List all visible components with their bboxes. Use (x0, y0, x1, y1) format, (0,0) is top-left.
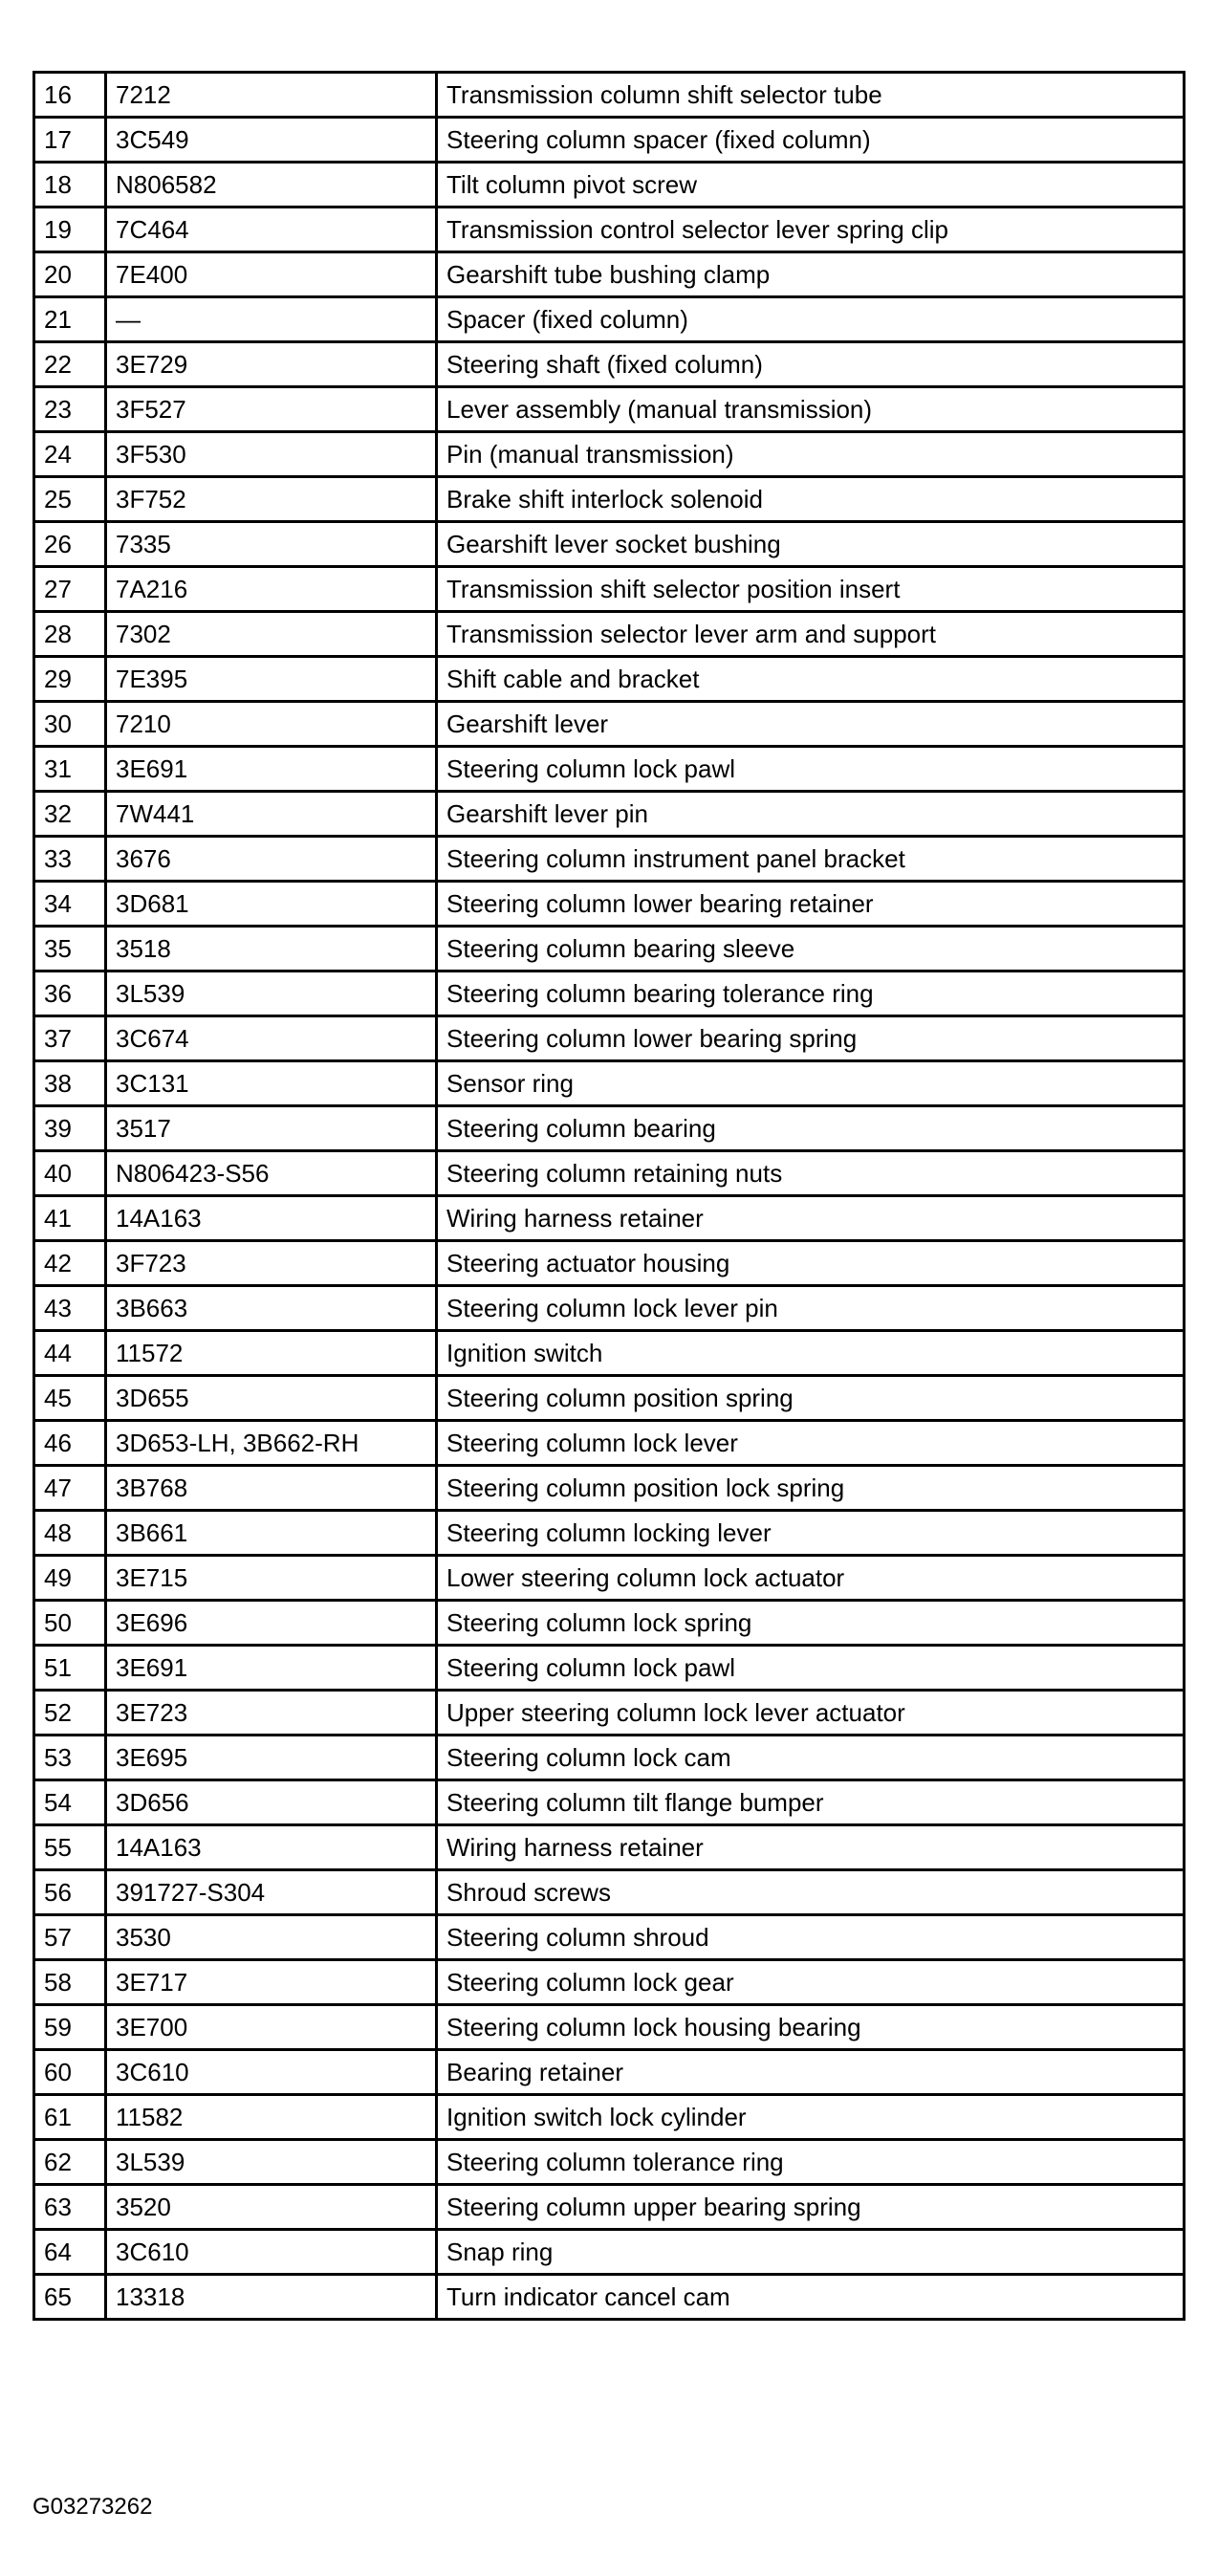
description-cell: Steering column locking lever (437, 1511, 1185, 1556)
description-cell: Steering actuator housing (437, 1241, 1185, 1286)
table-row (34, 118, 1185, 163)
description-cell: Wiring harness retainer (437, 1825, 1185, 1870)
description-cell: Steering column upper bearing spring (437, 2185, 1185, 2230)
item-number-cell: 54 (34, 1780, 106, 1825)
table-row (34, 2275, 1185, 2320)
description-cell: Turn indicator cancel cam (437, 2275, 1185, 2320)
item-number-cell: 19 (34, 207, 106, 252)
item-number-cell: 65 (34, 2275, 106, 2320)
description-cell: Lever assembly (manual transmission) (437, 387, 1185, 432)
description-cell: Brake shift interlock solenoid (437, 477, 1185, 522)
table-row (34, 387, 1185, 432)
part-number-cell: 3F530 (106, 432, 437, 477)
item-number-cell: 22 (34, 342, 106, 387)
table-row (34, 2005, 1185, 2050)
table-row (34, 1556, 1185, 1601)
item-number-cell: 39 (34, 1106, 106, 1151)
table-row (34, 73, 1185, 118)
table-row (34, 1196, 1185, 1241)
part-number-cell: 3B768 (106, 1466, 437, 1511)
part-number-cell: 3D681 (106, 882, 437, 927)
part-number-cell: 7W441 (106, 792, 437, 837)
item-number-cell: 21 (34, 297, 106, 342)
item-number-cell: 42 (34, 1241, 106, 1286)
table-row (34, 657, 1185, 702)
table-row (34, 1106, 1185, 1151)
description-cell: Sensor ring (437, 1061, 1185, 1106)
item-number-cell: 16 (34, 73, 106, 118)
table-row (34, 163, 1185, 207)
description-cell: Steering column retaining nuts (437, 1151, 1185, 1196)
item-number-cell: 60 (34, 2050, 106, 2095)
table-row (34, 1780, 1185, 1825)
description-cell: Steering shaft (fixed column) (437, 342, 1185, 387)
description-cell: Gearshift tube bushing clamp (437, 252, 1185, 297)
description-cell: Steering column lock pawl (437, 1646, 1185, 1691)
table-row (34, 1601, 1185, 1646)
table-row (34, 1825, 1185, 1870)
description-cell: Steering column lower bearing spring (437, 1016, 1185, 1061)
item-number-cell: 45 (34, 1376, 106, 1421)
description-cell: Steering column lock lever (437, 1421, 1185, 1466)
part-number-cell: 3E715 (106, 1556, 437, 1601)
part-number-cell: 3E729 (106, 342, 437, 387)
table-row (34, 1870, 1185, 1915)
item-number-cell: 44 (34, 1331, 106, 1376)
description-cell: Steering column lock spring (437, 1601, 1185, 1646)
description-cell: Transmission shift selector position insert (437, 567, 1185, 612)
part-number-cell: 7302 (106, 612, 437, 657)
part-number-cell: 3E723 (106, 1691, 437, 1736)
description-cell: Steering column lock lever pin (437, 1286, 1185, 1331)
description-cell: Bearing retainer (437, 2050, 1185, 2095)
part-number-cell: 7212 (106, 73, 437, 118)
item-number-cell: 20 (34, 252, 106, 297)
item-number-cell: 47 (34, 1466, 106, 1511)
part-number-cell: — (106, 297, 437, 342)
description-cell: Lower steering column lock actuator (437, 1556, 1185, 1601)
part-number-cell: 391727-S304 (106, 1870, 437, 1915)
table-row (34, 612, 1185, 657)
description-cell: Steering column tolerance ring (437, 2140, 1185, 2185)
item-number-cell: 17 (34, 118, 106, 163)
part-number-cell: 3L539 (106, 2140, 437, 2185)
table-row (34, 2050, 1185, 2095)
table-row (34, 2095, 1185, 2140)
figure-id: G03273262 (33, 2494, 153, 2520)
table-row (34, 477, 1185, 522)
table-row (34, 1331, 1185, 1376)
item-number-cell: 48 (34, 1511, 106, 1556)
description-cell: Gearshift lever pin (437, 792, 1185, 837)
parts-table (33, 71, 1185, 2321)
item-number-cell: 43 (34, 1286, 106, 1331)
item-number-cell: 30 (34, 702, 106, 747)
item-number-cell: 37 (34, 1016, 106, 1061)
table-row (34, 567, 1185, 612)
description-cell: Steering column instrument panel bracket (437, 837, 1185, 882)
description-cell: Shift cable and bracket (437, 657, 1185, 702)
item-number-cell: 57 (34, 1915, 106, 1960)
part-number-cell: 3C610 (106, 2050, 437, 2095)
part-number-cell: 3F723 (106, 1241, 437, 1286)
table-row (34, 1511, 1185, 1556)
table-row (34, 297, 1185, 342)
part-number-cell: 3B661 (106, 1511, 437, 1556)
description-cell: Steering column lock pawl (437, 747, 1185, 792)
part-number-cell: 7A216 (106, 567, 437, 612)
part-number-cell: 13318 (106, 2275, 437, 2320)
part-number-cell: 3C610 (106, 2230, 437, 2275)
item-number-cell: 34 (34, 882, 106, 927)
item-number-cell: 56 (34, 1870, 106, 1915)
part-number-cell: N806582 (106, 163, 437, 207)
item-number-cell: 25 (34, 477, 106, 522)
description-cell: Steering column shroud (437, 1915, 1185, 1960)
description-cell: Upper steering column lock lever actuator (437, 1691, 1185, 1736)
description-cell: Ignition switch lock cylinder (437, 2095, 1185, 2140)
part-number-cell: 3D656 (106, 1780, 437, 1825)
part-number-cell: 3D653-LH, 3B662-RH (106, 1421, 437, 1466)
item-number-cell: 51 (34, 1646, 106, 1691)
description-cell: Pin (manual transmission) (437, 432, 1185, 477)
part-number-cell: 3C674 (106, 1016, 437, 1061)
table-row (34, 522, 1185, 567)
part-number-cell: 14A163 (106, 1196, 437, 1241)
item-number-cell: 55 (34, 1825, 106, 1870)
part-number-cell: 7E395 (106, 657, 437, 702)
description-cell: Steering column lower bearing retainer (437, 882, 1185, 927)
part-number-cell: 3517 (106, 1106, 437, 1151)
table-row (34, 1736, 1185, 1780)
table-row (34, 342, 1185, 387)
description-cell: Ignition switch (437, 1331, 1185, 1376)
item-number-cell: 26 (34, 522, 106, 567)
table-row (34, 2140, 1185, 2185)
table-row (34, 1466, 1185, 1511)
description-cell: Snap ring (437, 2230, 1185, 2275)
item-number-cell: 36 (34, 971, 106, 1016)
part-number-cell: 7E400 (106, 252, 437, 297)
part-number-cell: N806423-S56 (106, 1151, 437, 1196)
part-number-cell: 3F752 (106, 477, 437, 522)
item-number-cell: 33 (34, 837, 106, 882)
item-number-cell: 52 (34, 1691, 106, 1736)
part-number-cell: 3D655 (106, 1376, 437, 1421)
description-cell: Spacer (fixed column) (437, 297, 1185, 342)
table-row (34, 702, 1185, 747)
description-cell: Steering column position lock spring (437, 1466, 1185, 1511)
item-number-cell: 58 (34, 1960, 106, 2005)
table-row (34, 971, 1185, 1016)
item-number-cell: 53 (34, 1736, 106, 1780)
table-row (34, 252, 1185, 297)
table-row (34, 837, 1185, 882)
part-number-cell: 3E695 (106, 1736, 437, 1780)
description-cell: Steering column lock gear (437, 1960, 1185, 2005)
item-number-cell: 46 (34, 1421, 106, 1466)
description-cell: Steering column tilt flange bumper (437, 1780, 1185, 1825)
item-number-cell: 32 (34, 792, 106, 837)
description-cell: Steering column lock housing bearing (437, 2005, 1185, 2050)
part-number-cell: 11582 (106, 2095, 437, 2140)
part-number-cell: 3E691 (106, 1646, 437, 1691)
description-cell: Steering column spacer (fixed column) (437, 118, 1185, 163)
item-number-cell: 62 (34, 2140, 106, 2185)
item-number-cell: 41 (34, 1196, 106, 1241)
description-cell: Gearshift lever socket bushing (437, 522, 1185, 567)
description-cell: Transmission selector lever arm and support (437, 612, 1185, 657)
item-number-cell: 28 (34, 612, 106, 657)
part-number-cell: 3B663 (106, 1286, 437, 1331)
table-row (34, 1421, 1185, 1466)
description-cell: Gearshift lever (437, 702, 1185, 747)
table-row (34, 1241, 1185, 1286)
table-row (34, 432, 1185, 477)
description-cell: Wiring harness retainer (437, 1196, 1185, 1241)
item-number-cell: 24 (34, 432, 106, 477)
item-number-cell: 61 (34, 2095, 106, 2140)
table-row (34, 1016, 1185, 1061)
part-number-cell: 11572 (106, 1331, 437, 1376)
description-cell: Steering column lock cam (437, 1736, 1185, 1780)
table-row (34, 1376, 1185, 1421)
part-number-cell: 3L539 (106, 971, 437, 1016)
item-number-cell: 50 (34, 1601, 106, 1646)
item-number-cell: 23 (34, 387, 106, 432)
part-number-cell: 3676 (106, 837, 437, 882)
table-row (34, 882, 1185, 927)
table-row (34, 1061, 1185, 1106)
description-cell: Steering column bearing tolerance ring (437, 971, 1185, 1016)
table-row (34, 1915, 1185, 1960)
table-row (34, 207, 1185, 252)
description-cell: Tilt column pivot screw (437, 163, 1185, 207)
part-number-cell: 3520 (106, 2185, 437, 2230)
item-number-cell: 29 (34, 657, 106, 702)
item-number-cell: 59 (34, 2005, 106, 2050)
description-cell: Shroud screws (437, 1870, 1185, 1915)
part-number-cell: 3E700 (106, 2005, 437, 2050)
item-number-cell: 49 (34, 1556, 106, 1601)
item-number-cell: 64 (34, 2230, 106, 2275)
part-number-cell: 7C464 (106, 207, 437, 252)
table-row (34, 1646, 1185, 1691)
part-number-cell: 3518 (106, 927, 437, 971)
part-number-cell: 3C549 (106, 118, 437, 163)
part-number-cell: 7335 (106, 522, 437, 567)
part-number-cell: 3C131 (106, 1061, 437, 1106)
item-number-cell: 35 (34, 927, 106, 971)
item-number-cell: 38 (34, 1061, 106, 1106)
table-row (34, 1691, 1185, 1736)
parts-table-body (34, 73, 1185, 2320)
table-row (34, 2185, 1185, 2230)
description-cell: Transmission column shift selector tube (437, 73, 1185, 118)
table-row (34, 1151, 1185, 1196)
item-number-cell: 31 (34, 747, 106, 792)
item-number-cell: 27 (34, 567, 106, 612)
item-number-cell: 40 (34, 1151, 106, 1196)
table-row (34, 1286, 1185, 1331)
description-cell: Steering column bearing sleeve (437, 927, 1185, 971)
item-number-cell: 63 (34, 2185, 106, 2230)
part-number-cell: 14A163 (106, 1825, 437, 1870)
item-number-cell: 18 (34, 163, 106, 207)
description-cell: Steering column position spring (437, 1376, 1185, 1421)
table-row (34, 927, 1185, 971)
part-number-cell: 7210 (106, 702, 437, 747)
table-row (34, 2230, 1185, 2275)
table-row (34, 1960, 1185, 2005)
part-number-cell: 3F527 (106, 387, 437, 432)
part-number-cell: 3E696 (106, 1601, 437, 1646)
description-cell: Steering column bearing (437, 1106, 1185, 1151)
part-number-cell: 3E717 (106, 1960, 437, 2005)
description-cell: Transmission control selector lever spring clip (437, 207, 1185, 252)
part-number-cell: 3530 (106, 1915, 437, 1960)
table-row (34, 792, 1185, 837)
part-number-cell: 3E691 (106, 747, 437, 792)
table-row (34, 747, 1185, 792)
